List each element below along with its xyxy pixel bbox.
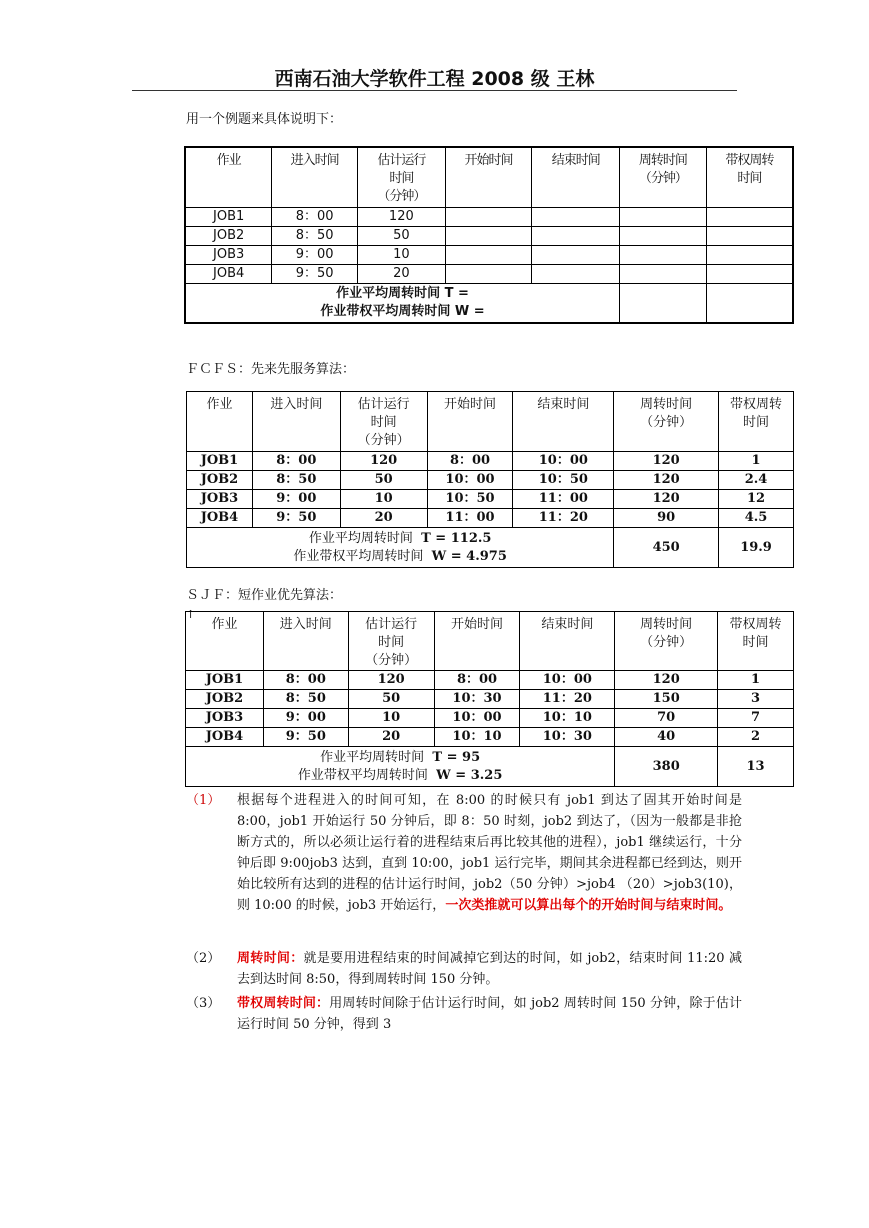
table-row (185, 226, 793, 245)
table-cell: 120 (357, 207, 445, 226)
table-cell: 11：00 (513, 490, 614, 509)
table-cell: 120 (614, 471, 719, 490)
table-cell: 8：00 (434, 671, 520, 690)
table-cell: 10：10 (520, 709, 615, 728)
table-cell: 10：00 (520, 671, 615, 690)
col-header-job: 作业 (187, 392, 253, 452)
table-row (186, 671, 794, 690)
empty-cell (620, 245, 707, 264)
sjf-title: ＳＪＦ：短作业优先算法： (186, 588, 343, 603)
table-cell: 11：20 (520, 690, 615, 709)
table-cell: 120 (348, 671, 434, 690)
table-row (185, 245, 793, 264)
table-cell: 8：00 (263, 671, 348, 690)
table-cell: JOB4 (186, 728, 264, 747)
sum-turnaround: 450 (614, 528, 719, 568)
table-cell: JOB4 (187, 509, 253, 528)
table-cell: 9：50 (272, 264, 358, 283)
empty-cell (706, 207, 793, 226)
table-cell: 150 (615, 690, 718, 709)
table-cell: JOB3 (187, 490, 253, 509)
table-cell: 11：00 (427, 509, 513, 528)
empty-cell (620, 226, 707, 245)
table-cell: JOB2 (185, 226, 272, 245)
empty-cell (620, 264, 707, 283)
table-cell: 1 (719, 452, 794, 471)
empty-cell (445, 264, 532, 283)
table-cell: 2.4 (719, 471, 794, 490)
note-text: 就是要用进程结束的时间减掉它到达的时间，如 job2，结束时间 11:20 减去到达时间 8:50，得到周转时间 150 分钟。 (237, 951, 742, 987)
table-cell: 11：20 (513, 509, 614, 528)
table-row (187, 509, 794, 528)
table-cell: JOB1 (186, 671, 264, 690)
col-header-turnaround: 周转时间 （分钟） (620, 147, 707, 207)
sum-turnaround: 380 (615, 747, 718, 787)
col-header-estimate: 估计运行 时间 （分钟） (357, 147, 445, 207)
table-row (187, 490, 794, 509)
table-cell: 10：30 (520, 728, 615, 747)
table-cell: 10：50 (513, 471, 614, 490)
table-cell: JOB3 (185, 245, 272, 264)
table-cell: JOB4 (185, 264, 272, 283)
table-cell: 8：00 (272, 207, 358, 226)
averages-cell: 作业平均周转时间 T = 112.5 作业带权平均周转时间 W = 4.975 (187, 528, 614, 568)
table-cell: 10：30 (434, 690, 520, 709)
empty-cell (706, 245, 793, 264)
col-header-start: 开始时间 (434, 612, 520, 671)
table-cell: 10：00 (513, 452, 614, 471)
col-header-turnaround: 周转时间 （分钟） (614, 392, 719, 452)
header-rule (132, 90, 737, 91)
averages-cell: 作业平均周转时间 T = 作业带权平均周转时间 W = (185, 283, 620, 323)
table-row (186, 728, 794, 747)
col-header-weighted: 带权周转 时间 (719, 392, 794, 452)
table-row (186, 690, 794, 709)
col-header-end: 结束时间 (532, 147, 620, 207)
table-cell: JOB3 (186, 709, 264, 728)
col-header-job: 作业 (185, 147, 272, 207)
table-cell: JOB2 (187, 471, 253, 490)
col-header-arrival: 进入时间 (263, 612, 348, 671)
col-header-arrival: 进入时间 (272, 147, 358, 207)
table-cell: 8：00 (427, 452, 513, 471)
note-text: 根据每个进程进入的时间可知，在 8:00 的时候只有 job1 到达了固其开始时间是 8:00，job1 开始运行 50 分钟后，即 8：50 时刻，job2 到达了，（因为一般都是非抢断方式的，所以必须让运行着的进程结束后再比较其他的进程），job1 继续运行，十分钟后即 9:00job3 达到，直到 10:00，job1 运行完毕，期间其余进程都已经到达，则开始比较所有达到的进程的估计运行时间，job2（50 分钟）>job4 （20）>job3(10)，则 10:00 的时候，job3 开始运行， (237, 793, 742, 913)
col-header-estimate: 估计运行 时间 （分钟） (348, 612, 434, 671)
note-label: 周转时间： (237, 951, 304, 966)
table-cell: 9：00 (252, 490, 340, 509)
note-emphasis: 一次类推就可以算出每个的开始时间与结束时间。 (445, 898, 732, 913)
col-header-job: 作业 (186, 612, 264, 671)
table-cell: 9：50 (252, 509, 340, 528)
table-cell: 1 (718, 671, 794, 690)
empty-cell (706, 226, 793, 245)
table-cell: 2 (718, 728, 794, 747)
table-row (185, 264, 793, 283)
table-cell: 20 (357, 264, 445, 283)
col-header-weighted: 带权周转 时间 (718, 612, 794, 671)
table-cell: 12 (719, 490, 794, 509)
col-header-weighted: 带权周转 时间 (706, 147, 793, 207)
table-cell: 120 (615, 671, 718, 690)
table-cell: 8：50 (252, 471, 340, 490)
empty-cell (532, 226, 620, 245)
table-cell: 10：00 (434, 709, 520, 728)
table-cell: 120 (614, 490, 719, 509)
table-cell: 3 (718, 690, 794, 709)
problem-table (184, 146, 794, 324)
sum-weighted: 19.9 (719, 528, 794, 568)
table-cell: JOB2 (186, 690, 264, 709)
fcfs-title: ＦＣＦＳ：先来先服务算法： (186, 362, 356, 377)
col-header-end: 结束时间 (520, 612, 615, 671)
empty-cell (532, 207, 620, 226)
table-cell: 50 (348, 690, 434, 709)
table-cell: 10：50 (427, 490, 513, 509)
col-header-end: 结束时间 (513, 392, 614, 452)
table-cell: 8：00 (252, 452, 340, 471)
fcfs-table (186, 391, 794, 568)
note-3 (186, 993, 742, 1035)
table-row (186, 709, 794, 728)
table-cell: 9：00 (263, 709, 348, 728)
table-cell: 70 (615, 709, 718, 728)
table-cell: 8：50 (263, 690, 348, 709)
averages-cell: 作业平均周转时间 T = 95 作业带权平均周转时间 W = 3.25 (186, 747, 615, 787)
table-cell: 40 (615, 728, 718, 747)
table-cell: 20 (348, 728, 434, 747)
table-cell: 4.5 (719, 509, 794, 528)
note-number: （3） (186, 996, 221, 1011)
text-cursor-mark: ↑ (186, 608, 196, 621)
sum-weighted: 13 (718, 747, 794, 787)
table-cell: JOB1 (187, 452, 253, 471)
empty-cell (620, 207, 707, 226)
empty-cell (532, 245, 620, 264)
intro-text: 用一个例题来具体说明下： (186, 112, 343, 127)
table-row (187, 452, 794, 471)
table-cell: 9：00 (272, 245, 358, 264)
table-cell: 90 (614, 509, 719, 528)
table-row (187, 471, 794, 490)
note-number: （2） (186, 951, 221, 966)
empty-cell (532, 264, 620, 283)
table-cell: 20 (340, 509, 427, 528)
table-cell: 10 (348, 709, 434, 728)
table-cell: 10 (357, 245, 445, 264)
col-header-start: 开始时间 (445, 147, 532, 207)
table-cell: 7 (718, 709, 794, 728)
empty-cell (706, 283, 793, 323)
table-cell: 10：00 (427, 471, 513, 490)
col-header-turnaround: 周转时间 （分钟） (615, 612, 718, 671)
table-cell: 8：50 (272, 226, 358, 245)
table-cell: 10：10 (434, 728, 520, 747)
table-cell: 120 (614, 452, 719, 471)
empty-cell (445, 207, 532, 226)
table-cell: 10 (340, 490, 427, 509)
note-1 (186, 790, 742, 916)
note-label: 带权周转时间： (237, 996, 330, 1011)
table-cell: 120 (340, 452, 427, 471)
col-header-arrival: 进入时间 (252, 392, 340, 452)
table-row (185, 207, 793, 226)
table-cell: JOB1 (185, 207, 272, 226)
table-cell: 9：50 (263, 728, 348, 747)
empty-cell (706, 264, 793, 283)
note-number: （1） (186, 793, 221, 808)
col-header-estimate: 估计运行 时间 （分钟） (340, 392, 427, 452)
table-cell: 50 (340, 471, 427, 490)
note-text: 用周转时间除于估计运行时间，如 job2 周转时间 150 分钟，除于估计运行时间 50 分钟，得到 3 (237, 996, 742, 1032)
sjf-table (185, 611, 794, 787)
note-2 (186, 948, 742, 990)
empty-cell (445, 226, 532, 245)
page-header: 西南石油大学软件工程 2008 级 王林 (274, 68, 595, 90)
col-header-start: 开始时间 (427, 392, 513, 452)
empty-cell (620, 283, 707, 323)
empty-cell (445, 245, 532, 264)
table-cell: 50 (357, 226, 445, 245)
